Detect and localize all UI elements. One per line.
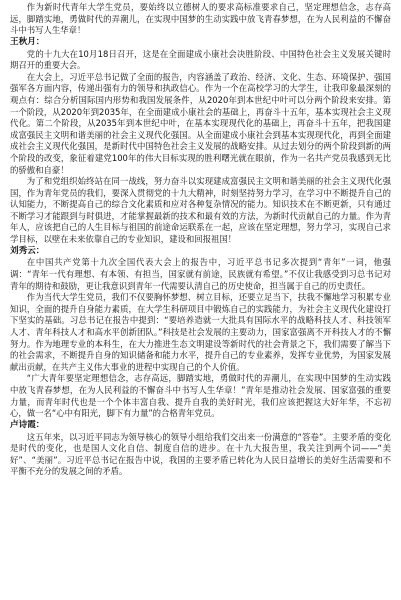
body-paragraph: “广大青年要坚定理想信念，志存高远，脚踏实地，勇做时代的弄潮儿，在实现中国梦的生动实践中放飞青春梦想，在为人民利益的不懈奋斗中书写人生华章！”青年是推动社会发展、国家富强的重要力量，而青年时代也是一个个体丰富自我、提升自我的美好时光，我们应该把握这大好年华，不忘初心，做一名“心中有阳光，脚下有力量”的合格青年党员。 <box>10 373 391 419</box>
body-paragraph: 在中国共产党第十九次全国代表大会上的报告中，习近平总书记多次提到“青年”一词，他强调：“青年一代有理想、有本领、有担当，国家就有前途，民族就有希望。”不仅让我感受到习总书记对青年的期待和鼓励，更让我意识到青年一代需要认清自己的历史使命，担当属于自己的历史责任。 <box>10 257 391 291</box>
body-paragraph: 为了和党组织始终站在同一战线，努力奋斗以实现建成富强民主文明和谐美丽的社会主义现代化强国，作为青年党员的我们，要深入贯彻党的十九大精神，时刻坚持努力学习，在学习中不断提升自己的认知能力，不断提高自己的综合文化素质和应对各种复杂情况的能力。知识技术在不断更新，只有通过不断学习才能跟到与时俱进，才能掌握最新的技术和最有效的方法，为新时代贡献自己的力量。作为青年人，应该把自己的人生目标与祖国的前途命运联系在一起，应该在坚定理想，努力学习，实现自己求学目标，以壁在未来依靠自己的专业知识，建设和回报祖国！ <box>10 176 391 245</box>
body-paragraph: 这五年来，以习近平同志为领导核心的领导小组给我们交出来一份满意的“答卷”。主要矛盾的变化是时代的变化，也是国人文化自信、制度自信的进步。在十九大报告里，我关注到两个词——“美好”、“美丽”。习近平总书记在报告中说，我国的主要矛盾已转化为人民日益增长的美好生活需要和不平衡不充分的发展之间的矛盾。 <box>10 431 391 477</box>
body-paragraph: 党的十九大在10月18日召开，这是在全面建成小康社会决胜阶段、中国特色社会主义发展关键时期召开的重要大会。 <box>10 48 391 71</box>
speaker-name: 王秋月： <box>10 36 45 47</box>
body-paragraph: 作为新时代青年大学生党员，要始终以立德树人的要求高标准要求自己，坚定理想信念，志存高远，脚踏实地，勇做时代的弄潮儿，在实现中国梦的生动实践中放飞青春梦想，在为人民利益的不懈奋斗中书写人生华章！ <box>10 2 391 36</box>
speaker-name: 刘秀云： <box>10 245 45 256</box>
speaker-name: 卢诗霞： <box>10 419 45 430</box>
body-paragraph: 在大会上，习近平总书记做了全面的报告，内容涵盖了政治、经济、文化、生态、环境保护、强国强军各方面内容，传递出强有力的领导和执政信心。作为一个在高校学习的大学生，让我印象最深刻的观点有：综合分析国际国内形势和我国发展条件，从2020年到本世纪中叶可以分两个阶段来安排。第一个阶段，从2020年到2035年，在全面建成小康社会的基础上，再奋斗十五年，基本实现社会主义现代化。第二个阶段，从2035年到本世纪中叶，在基本实现现代化的基础上，再奋斗十五年，把我国建成富强民主文明和谐美丽的社会主义现代化强国。从全面建成小康社会到基本实现现代化，再到全面建成社会主义现代化强国，是新时代中国特色社会主义发展的战略安排。从过去划分的两个阶段到新的两个阶段的改变，象征着建党100年的伟大目标实现的胜利曙光就在眼前，作为一名共产党员我感到无比的骄傲和自豪！ <box>10 71 391 175</box>
body-paragraph: 作为当代大学生党员，我们不仅要胸怀梦想、树立目标，还要立足当下，扶我不懈地学习积累专业知识，全面的提升自身能力素质，在大学生科研项目中锻炼自己的实践能力，为社会主义现代化建设打下坚实的基础。习总书记在报告中提到：“要培养造就一大批具有国际水平的战略科技人才、科技领军人才、青年科技人才和高水平创新团队。”科技是社会发展的主要动力，国家富强离不开科技人才的不懈努力。作为地理专业的本科生，在大力推进生态文明建设等新时代的社会背景之下，我们需要了解当下的社会需求，不断提升自身的知识储备和能力水平，提升自己的专业素养，发挥专业优势，为国家发展献出贡献，在共产主义伟大事业的进程中实现自己的个人价值。 <box>10 292 391 372</box>
